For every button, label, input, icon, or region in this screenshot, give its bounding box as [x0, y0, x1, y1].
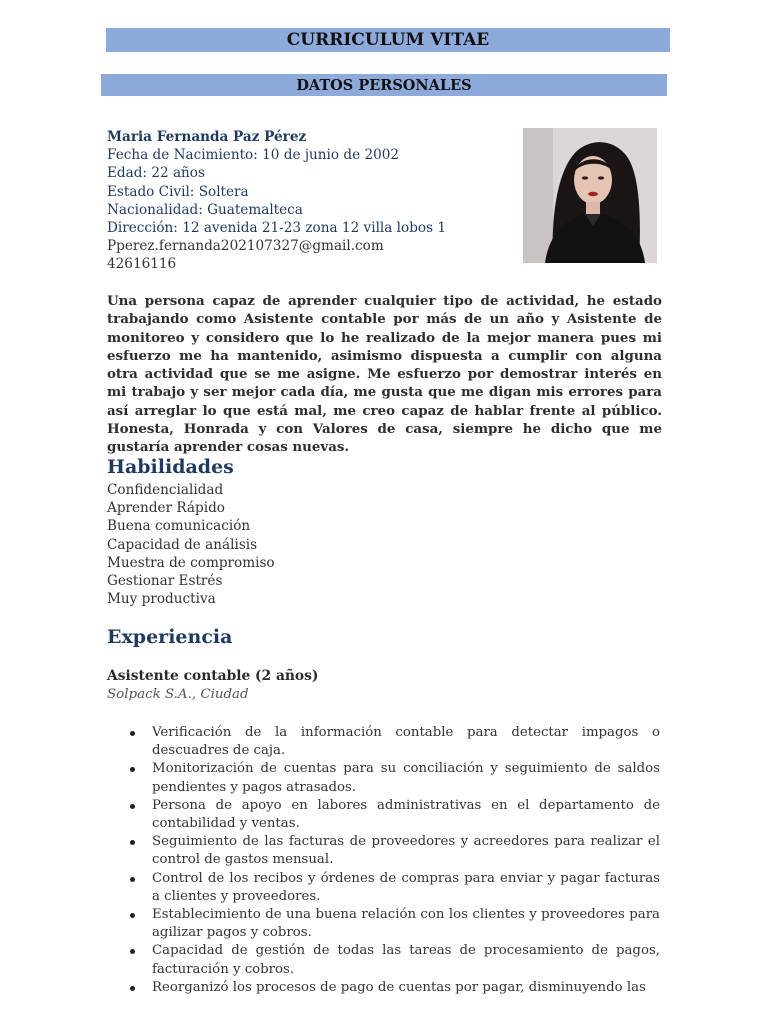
email: Pperez.fernanda202107327@gmail.com	[107, 238, 384, 255]
job-title: Asistente contable (2 años)	[107, 668, 319, 684]
profile-photo	[523, 128, 657, 263]
section-title-personal: DATOS PERSONALES	[101, 74, 667, 96]
cv-title: CURRICULUM VITAE	[106, 28, 670, 52]
bullet-item: Persona de apoyo en labores administrativas en el departamento de contabilidad y ventas.	[152, 797, 660, 833]
personal-info	[107, 128, 507, 274]
bullet-item: Reorganizó los procesos de pago de cuentas por pagar, disminuyendo las	[152, 979, 660, 997]
phone: 42616116	[107, 256, 177, 273]
full-name: Maria Fernanda Paz Pérez	[107, 129, 307, 145]
bullet-item: Control de los recibos y órdenes de compras para enviar y pagar facturas a clientes y proveedores.	[152, 870, 660, 906]
bullet-item: Capacidad de gestión de todas las tareas de procesamiento de pagos, facturación y cobros.	[152, 942, 660, 978]
job-company: Solpack S.A., Ciudad	[107, 687, 249, 702]
skill-item: Gestionar Estrés	[107, 573, 223, 590]
bullet-item: Seguimiento de las facturas de proveedores y acreedores para realizar el control de gastos mensual.	[152, 833, 660, 869]
skill-item: Aprender Rápido	[107, 500, 225, 517]
skill-item: Muestra de compromiso	[107, 554, 275, 571]
skills-heading: Habilidades	[107, 456, 234, 478]
experience-heading: Experiencia	[107, 626, 233, 648]
skill-item: Buena comunicación	[107, 518, 251, 535]
bullet-item: Verificación de la información contable para detectar impagos o descuadres de caja.	[152, 724, 660, 760]
bullet-item: Establecimiento de una buena relación con los clientes y proveedores para agilizar pagos y cobros.	[152, 906, 660, 942]
birth-date: Fecha de Nacimiento: 10 de junio de 2002	[107, 147, 400, 164]
age: Edad: 22 años	[107, 165, 205, 182]
skill-item: Muy productiva	[107, 591, 216, 608]
skill-item: Capacidad de análisis	[107, 536, 258, 553]
portrait-image	[523, 128, 657, 263]
experience-bullets	[152, 724, 660, 997]
skill-item: Confidencialidad	[107, 482, 224, 498]
skills-list	[107, 481, 275, 608]
profile-summary: Una persona capaz de aprender cualquier tipo de actividad, he estado trabajando como Asistente contable por más de un año y Asistente de monitoreo y considero que lo he realizado de la mejor manera pues mi esfuerzo me ha mantenido, asimismo dispuesta a cumplir con alguna otra actividad que se me asigne. Me esfuerzo por demostrar interés en mi trabajo y ser mejor cada día, me gusta que me digan mis errores para así arreglar lo que está mal, me creo capaz de hablar frente al público. Honesta, Honrada y con Valores de casa, siempre he dicho que me gustaría aprender cosas nuevas.	[107, 293, 662, 456]
address: Dirección: 12 avenida 21-23 zona 12 villa lobos 1	[107, 220, 447, 237]
nationality: Nacionalidad: Guatemalteca	[107, 201, 303, 218]
bullet-item: Monitorización de cuentas para su conciliación y seguimiento de saldos pendientes y pagos atrasados.	[152, 760, 660, 796]
civil-status: Estado Civil: Soltera	[107, 183, 249, 200]
